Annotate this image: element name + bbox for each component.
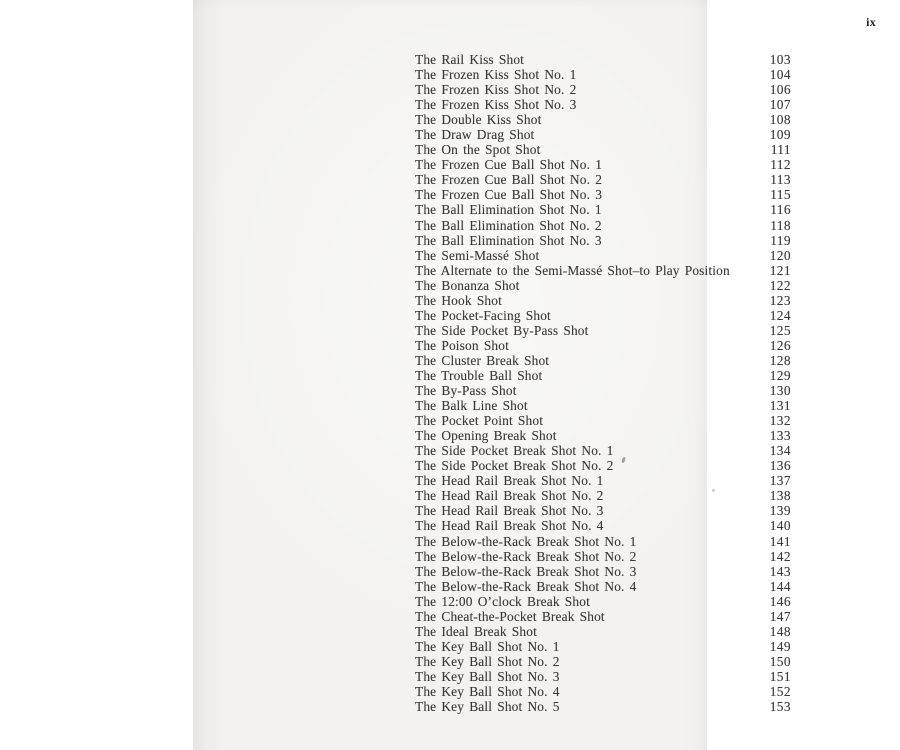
toc-entry-title: The Opening Break Shot bbox=[415, 428, 557, 444]
toc-entry-title: The Below-the-Rack Break Shot No. 1 bbox=[415, 533, 637, 549]
toc-entry-title: The Frozen Cue Ball Shot No. 1 bbox=[415, 157, 603, 173]
toc-entry-page-number: 122 bbox=[769, 277, 791, 293]
toc-entry-title: The Side Pocket By-Pass Shot bbox=[415, 322, 589, 338]
folio-page-number: ix bbox=[866, 15, 876, 29]
scan-speck-faint bbox=[712, 489, 715, 492]
toc-entry-title: The Cheat-the-Pocket Break Shot bbox=[415, 608, 605, 624]
toc-entry-title: The On the Spot Shot bbox=[415, 142, 541, 158]
toc-entry-title: The Side Pocket Break Shot No. 1 bbox=[415, 443, 614, 459]
toc-row bbox=[415, 398, 791, 413]
toc-entry-title: The Frozen Kiss Shot No. 1 bbox=[415, 67, 577, 83]
toc-entry-page-number: 137 bbox=[769, 473, 791, 489]
toc-entry-page-number: 120 bbox=[769, 247, 791, 263]
toc-entry-title: The Below-the-Rack Break Shot No. 2 bbox=[415, 548, 637, 564]
toc-row bbox=[415, 624, 791, 639]
toc-row bbox=[415, 443, 791, 458]
toc-row bbox=[415, 323, 791, 338]
toc-entry-page-number: 111 bbox=[770, 142, 791, 158]
toc-entry-page-number: 144 bbox=[769, 578, 791, 594]
toc-entry-title: The Key Ball Shot No. 4 bbox=[415, 683, 560, 699]
toc-entry-page-number: 104 bbox=[769, 67, 791, 83]
toc-row bbox=[415, 338, 791, 353]
toc-entry-title: The Bonanza Shot bbox=[415, 277, 520, 293]
toc-entry-page-number: 149 bbox=[769, 638, 791, 654]
toc-entry-page-number: 129 bbox=[769, 367, 791, 383]
toc-entry-page-number: 118 bbox=[770, 217, 791, 233]
toc-entry-title: The Frozen Cue Ball Shot No. 2 bbox=[415, 172, 603, 188]
toc-row bbox=[415, 233, 791, 248]
toc-entry-page-number: 124 bbox=[769, 307, 791, 323]
toc-entry-page-number: 151 bbox=[769, 668, 791, 684]
toc-row bbox=[415, 549, 791, 564]
toc-entry-title: The By-Pass Shot bbox=[415, 383, 517, 399]
toc-row bbox=[415, 127, 791, 142]
toc-row bbox=[415, 669, 791, 684]
toc-row bbox=[415, 579, 791, 594]
toc-entry-title: The Rail Kiss Shot bbox=[415, 52, 525, 67]
toc-row bbox=[415, 218, 791, 233]
toc-entry-page-number: 140 bbox=[769, 518, 791, 534]
toc-row bbox=[415, 97, 791, 112]
toc-entry-title: The Side Pocket Break Shot No. 2 bbox=[415, 458, 614, 474]
toc-entry-title: The Frozen Kiss Shot No. 2 bbox=[415, 82, 577, 98]
toc-entry-title: The Ideal Break Shot bbox=[415, 623, 537, 639]
toc-entry-title: The Alternate to the Semi-Massé Shot–to Play Position bbox=[415, 262, 730, 278]
toc-row bbox=[415, 263, 791, 278]
toc-entry-page-number: 150 bbox=[769, 653, 791, 669]
toc-entry-page-number: 116 bbox=[770, 202, 791, 218]
toc-entry-title: The Ball Elimination Shot No. 2 bbox=[415, 217, 602, 233]
toc-list bbox=[415, 52, 791, 714]
toc-row bbox=[415, 157, 791, 172]
toc-entry-page-number: 125 bbox=[769, 322, 791, 338]
toc-entry-page-number: 146 bbox=[769, 593, 791, 609]
toc-entry-page-number: 142 bbox=[769, 548, 791, 564]
toc-row bbox=[415, 52, 791, 67]
toc-entry-title: The Head Rail Break Shot No. 3 bbox=[415, 503, 604, 519]
toc-entry-page-number: 133 bbox=[769, 428, 791, 444]
toc-entry-title: The Poison Shot bbox=[415, 337, 509, 353]
toc-entry-page-number: 121 bbox=[769, 262, 791, 278]
toc-row bbox=[415, 458, 791, 473]
toc-entry-title: The Semi-Massé Shot bbox=[415, 247, 540, 263]
toc-row bbox=[415, 654, 791, 669]
toc-row bbox=[415, 534, 791, 549]
scanned-page bbox=[193, 0, 876, 750]
toc-entry-title: The Balk Line Shot bbox=[415, 398, 528, 414]
toc-entry-title: The Head Rail Break Shot No. 2 bbox=[415, 488, 604, 504]
toc-entry-page-number: 132 bbox=[769, 413, 791, 429]
toc-entry-title: The Head Rail Break Shot No. 4 bbox=[415, 518, 604, 534]
toc-entry-page-number: 130 bbox=[769, 383, 791, 399]
toc-entry-page-number: 112 bbox=[770, 157, 791, 173]
toc-entry-page-number: 108 bbox=[769, 112, 791, 128]
toc-entry-page-number: 126 bbox=[769, 337, 791, 353]
toc-row bbox=[415, 383, 791, 398]
toc-entry-page-number: 107 bbox=[769, 97, 791, 113]
toc-entry-title: The Cluster Break Shot bbox=[415, 352, 550, 368]
toc-entry-title: The Frozen Cue Ball Shot No. 3 bbox=[415, 187, 603, 203]
toc-entry-title: The Double Kiss Shot bbox=[415, 112, 542, 128]
toc-row bbox=[415, 594, 791, 609]
toc-entry-title: The Key Ball Shot No. 1 bbox=[415, 638, 560, 654]
toc-entry-title: The Ball Elimination Shot No. 1 bbox=[415, 202, 602, 218]
toc-row bbox=[415, 368, 791, 383]
toc-entry-page-number: 148 bbox=[769, 623, 791, 639]
toc-row bbox=[415, 67, 791, 82]
toc-entry-title: The 12:00 O’clock Break Shot bbox=[415, 593, 590, 609]
toc-entry-title: The Pocket-Facing Shot bbox=[415, 307, 551, 323]
toc-entry-title: The Ball Elimination Shot No. 3 bbox=[415, 232, 602, 248]
toc-entry-page-number: 113 bbox=[770, 172, 791, 188]
toc-row bbox=[415, 473, 791, 488]
toc-entry-page-number: 115 bbox=[770, 187, 791, 203]
toc-entry-page-number: 109 bbox=[769, 127, 791, 143]
toc-row bbox=[415, 82, 791, 97]
toc-row bbox=[415, 488, 791, 503]
toc-row bbox=[415, 353, 791, 368]
toc-entry-title: The Head Rail Break Shot No. 1 bbox=[415, 473, 604, 489]
toc-row bbox=[415, 428, 791, 443]
toc-entry-title: The Pocket Point Shot bbox=[415, 413, 544, 429]
toc-entry-title: The Key Ball Shot No. 5 bbox=[415, 699, 560, 715]
toc-row bbox=[415, 293, 791, 308]
toc-entry-title: The Key Ball Shot No. 3 bbox=[415, 668, 560, 684]
toc-row bbox=[415, 503, 791, 518]
toc-row bbox=[415, 172, 791, 187]
toc-row bbox=[415, 308, 791, 323]
toc-entry-page-number: 153 bbox=[769, 699, 791, 715]
toc-entry-title: The Draw Drag Shot bbox=[415, 127, 535, 143]
toc-row bbox=[415, 278, 791, 293]
toc-row bbox=[415, 112, 791, 127]
toc-entry-page-number: 103 bbox=[769, 52, 791, 67]
toc-row bbox=[415, 609, 791, 624]
toc-row bbox=[415, 564, 791, 579]
toc-entry-page-number: 131 bbox=[769, 398, 791, 414]
toc-entry-title: The Below-the-Rack Break Shot No. 3 bbox=[415, 563, 637, 579]
toc-row bbox=[415, 202, 791, 217]
toc-row bbox=[415, 413, 791, 428]
toc-entry-title: The Key Ball Shot No. 2 bbox=[415, 653, 560, 669]
toc-entry-page-number: 123 bbox=[769, 292, 791, 308]
toc-entry-page-number: 134 bbox=[769, 443, 791, 459]
toc-entry-page-number: 152 bbox=[769, 683, 791, 699]
toc-entry-page-number: 143 bbox=[769, 563, 791, 579]
toc-row bbox=[415, 684, 791, 699]
toc-row bbox=[415, 518, 791, 533]
toc-entry-title: The Frozen Kiss Shot No. 3 bbox=[415, 97, 577, 113]
toc-entry-page-number: 136 bbox=[769, 458, 791, 474]
toc-entry-title: The Hook Shot bbox=[415, 292, 502, 308]
toc-entry-page-number: 138 bbox=[769, 488, 791, 504]
toc-entry-page-number: 141 bbox=[769, 533, 791, 549]
toc-entry-page-number: 139 bbox=[769, 503, 791, 519]
toc-entry-title: The Trouble Ball Shot bbox=[415, 367, 543, 383]
toc-entry-title: The Below-the-Rack Break Shot No. 4 bbox=[415, 578, 637, 594]
toc-row bbox=[415, 248, 791, 263]
toc-row bbox=[415, 699, 791, 714]
toc-entry-page-number: 119 bbox=[770, 232, 791, 248]
toc-entry-page-number: 128 bbox=[769, 352, 791, 368]
toc-row bbox=[415, 187, 791, 202]
toc-row bbox=[415, 639, 791, 654]
toc-entry-page-number: 106 bbox=[769, 82, 791, 98]
toc-row bbox=[415, 142, 791, 157]
toc-entry-page-number: 147 bbox=[769, 608, 791, 624]
